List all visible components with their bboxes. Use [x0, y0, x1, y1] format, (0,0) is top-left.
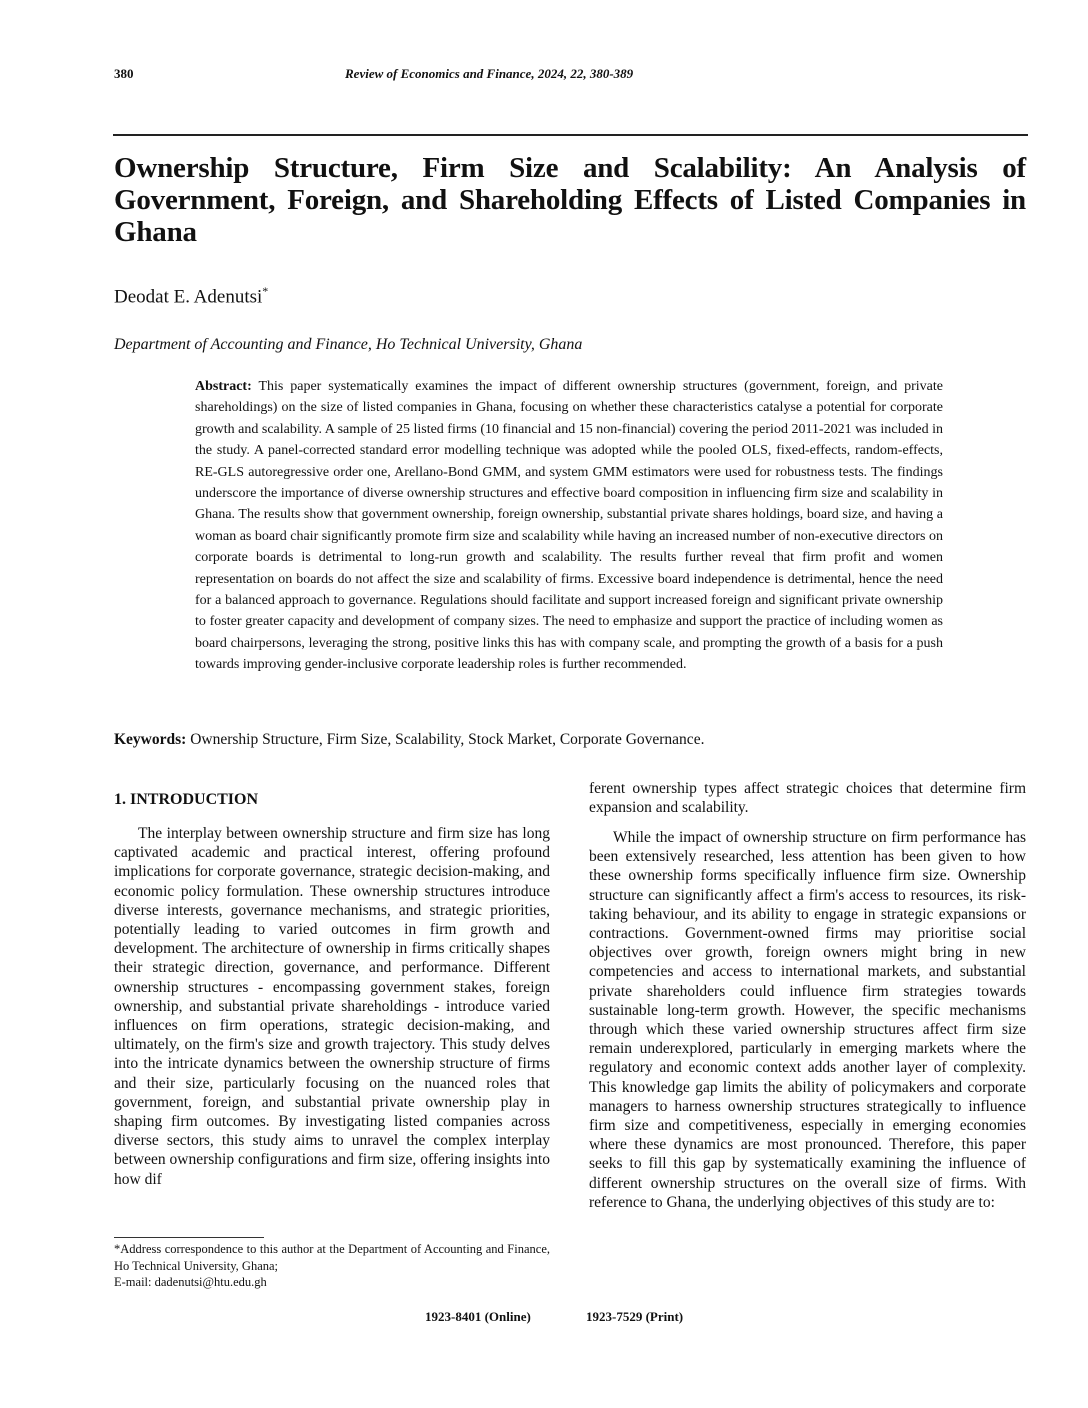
section-heading: 1. INTRODUCTION [114, 791, 259, 808]
footnote [114, 1241, 550, 1291]
author-mark: * [262, 284, 269, 298]
intro-paragraph-right: While the impact of ownership structure on firm performance has been extensively researched, less attention has been given to how these ownership forms specifically influence firm size. Ownership structure can significantly affect a firm's access to resources, its risk-taking behaviour, and its ability to engage in strategic expansions or contractions. Government-owned firms may prioritise social objectives over growth, foreign owners might bring in new competencies and access to international markets, and substantial private shareholders could influence firm strategies towards sustainable long-term growth. However, the specific mechanisms through which these varied ownership structures affect firm size remain underexplored, particularly in emerging markets where the regulatory and economic context adds another layer of complexity. This knowledge gap limits the ability of policymakers and corporate managers to harness ownership structures strategically to influence firm size and competitiveness, especially in emerging economies where these dynamics are most pronounced. Therefore, this paper seeks to fill this gap by systematically examining the influence of different ownership structures on the overall size of firms. With reference to Ghana, the underlying objectives of this study are to: [589, 829, 1026, 1211]
affiliation: Department of Accounting and Finance, Ho Technical University, Ghana [114, 336, 583, 353]
abstract-label: Abstract: [195, 379, 252, 394]
footnote-email: E-mail: dadenutsi@htu.edu.gh [114, 1275, 267, 1289]
author [114, 284, 268, 308]
keywords [114, 731, 704, 749]
header-divider [113, 134, 1028, 136]
intro-paragraph-left: The interplay between ownership structure and firm size has long captivated academic and practical interest, offering profound implications for corporate governance, strategic decision-making, and economic policy formulation. These ownership structures introduce diverse interests, governance mechanisms, and strategic priorities, potentially leading to varied outcomes in firm growth and development. The architecture of ownership in firms critically shapes their strategic direction, governance, and performance. Different ownership structures - encompassing government stakes, foreign ownership, and substantial private shareholdings - introduce varied influences on firm operations, strategic decision-making, and ultimately, on the firm's size and growth trajectory. This study delves into the intricate dynamics between the ownership structure of firms and their size, particularly focusing on the nuanced roles that government, foreign, and substantial private ownership play in shaping firm outcomes. By investigating listed companies across diverse sectors, this study aims to unravel the complex interplay between ownership configurations and firm size, offering insights into how dif [114, 825, 550, 1188]
issn-print: 1923-7529 (Print) [586, 1309, 684, 1324]
abstract [195, 376, 943, 676]
intro-continuation-right: ferent ownership types affect strategic choices that determine firm expansion and scalability. [589, 780, 1026, 817]
footnote-address: *Address correspondence to this author at the Department of Accounting and Finance, Ho Technical University, Ghana; [114, 1242, 550, 1273]
page-number: 380 [114, 66, 134, 81]
paper-title: Ownership Structure, Firm Size and Scalability: An Analysis of Government, Foreign, and Shareholding Effects of Listed Companies in Ghana [114, 152, 1026, 248]
author-name: Deodat E. Adenutsi [114, 286, 263, 308]
issn-online: 1923-8401 (Online) [425, 1309, 531, 1324]
keywords-label: Keywords: [114, 731, 187, 748]
keywords-text: Ownership Structure, Firm Size, Scalability, Stock Market, Corporate Governance. [190, 731, 705, 748]
journal-citation: Review of Economics and Finance, 2024, 22, 380-389 [345, 66, 634, 81]
abstract-text: This paper systematically examines the impact of different ownership structures (government, foreign, and private shareholdings) on the size of listed companies in Ghana, focusing on whether these characteristics catalyse a potential for corporate growth and scalability. A sample of 25 listed firms (10 financial and 15 non-financial) covering the period 2011-2021 was included in the study. A panel-corrected standard error modelling technique was adopted while the pooled OLS, fixed-effects, random-effects, RE-GLS autoregressive order one, Arellano-Bond GMM, and system GMM estimators were used for robustness tests. The findings underscore the importance of diverse ownership structures and effective board composition in influencing firm size and scalability in Ghana. The results show that government ownership, foreign ownership, substantial private shares holdings, board size, and having a woman as board chair significantly promote firm size and scalability while having an increased number of non-executive directors on corporate boards is detrimental to long-run growth and scalability. The results further reveal that firm profit and women representation on boards do not affect the size and scalability of firms. Excessive board independence is detrimental, hence the need for a balanced approach to governance. Regulations should facilitate and support increased foreign and significant private ownership to foster greater capacity and development of company sizes. The need to emphasize and support the practice of including women as board chairpersons, leveraging the strong, positive links this has with company scale, and prompting the growth of a basis for a push towards improving gender-inclusive corporate leadership roles is further recommended. [195, 379, 943, 673]
footnote-divider [114, 1237, 264, 1238]
